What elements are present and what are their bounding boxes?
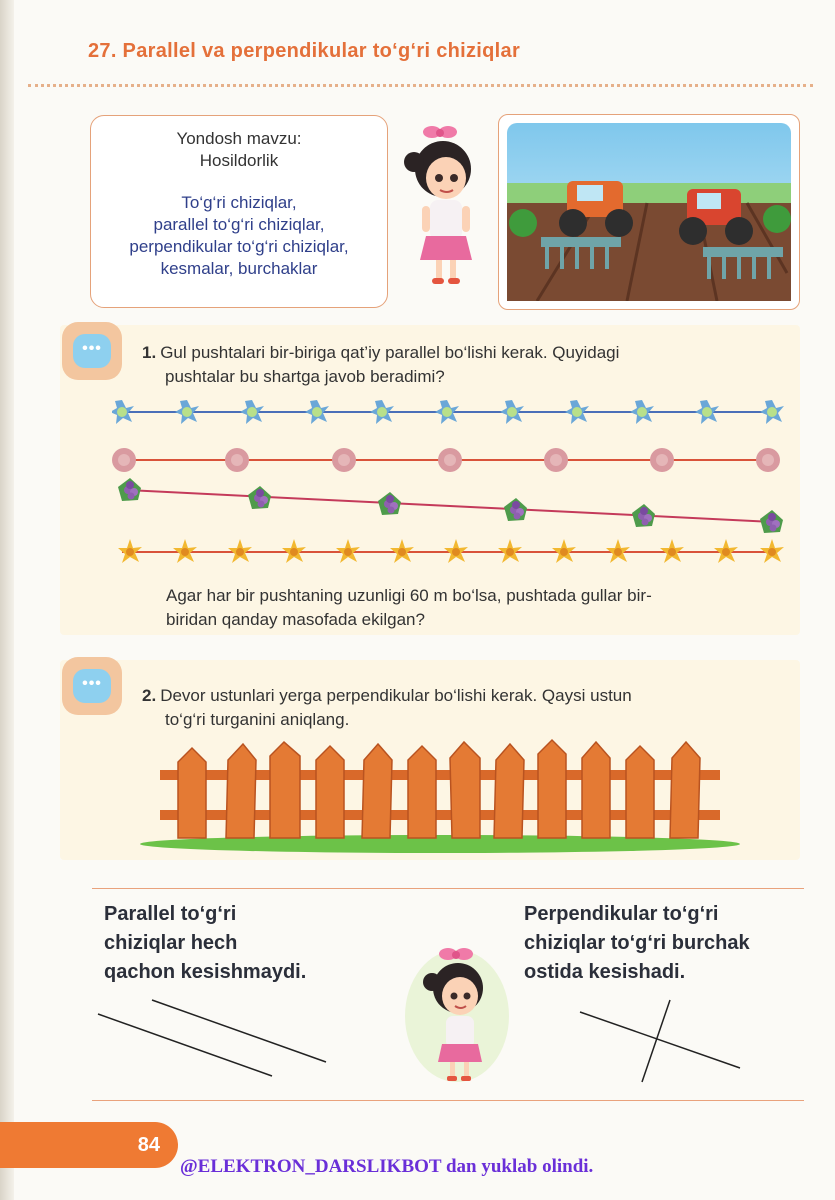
parallel-rule-line-3: qachon kesishmaydi.: [104, 961, 307, 983]
task-1-question: [166, 584, 786, 632]
task-2-text: [142, 684, 792, 732]
task-1-line-1: Gul pushtalari bir-biriga qat’iy parallel bo‘lishi kerak. Quyidagi: [160, 343, 620, 362]
speech-bubble-dots: •••: [73, 334, 111, 368]
girl-illustration-bottom: [402, 938, 512, 1086]
footer-note: @ELEKTRON_DARSLIKBOT dan yuklab olindi.: [180, 1156, 594, 1177]
speech-bubble-dots-2: •••: [73, 669, 111, 703]
rules-top-divider: [92, 888, 804, 889]
page-number: 84: [0, 1122, 178, 1168]
topic-line-1: Yondosh mavzu:: [176, 129, 302, 148]
rules-bottom-divider: [92, 1100, 804, 1101]
book-spine: [0, 0, 14, 1200]
bed-line-3: [126, 490, 774, 522]
task-1-text: [142, 341, 792, 389]
task-1-number: 1.: [142, 343, 157, 362]
perpendicular-rule: [524, 900, 814, 987]
parallel-lines-diagram: [92, 992, 332, 1078]
task-1-question-line-1: Agar har bir pushtaning uzunligi 60 m bo‘lsa, pushtada gullar bir-: [166, 586, 652, 605]
task-1-line-2: pushtalar bu shartga javob beradimi?: [165, 367, 445, 386]
task-1-question-line-2: biridan qanday masofada ekilgan?: [166, 610, 425, 629]
fence-illustration: [130, 738, 750, 853]
perpendicular-rule-line-1: Perpendikular to‘g‘ri: [524, 903, 719, 925]
task-2-line-1: Devor ustunlari yerga perpendikular bo‘lishi kerak. Qaysi ustun: [160, 686, 632, 705]
parallel-rule-line-1: Parallel to‘g‘ri: [104, 903, 237, 925]
girl-illustration: [400, 124, 486, 290]
speech-bubble-icon-2: [62, 657, 122, 715]
dotted-divider: [28, 84, 813, 91]
topic-sub-3: perpendikular to‘g‘ri chiziqlar,: [129, 237, 349, 256]
flower-beds: [112, 392, 796, 572]
tractor-photo-frame: [498, 114, 800, 310]
task-2-line-2: to‘g‘ri turganini aniqlang.: [165, 710, 350, 729]
topic-sub-2: parallel to‘g‘ri chiziqlar,: [153, 215, 325, 234]
task-2-number: 2.: [142, 686, 157, 705]
perpendicular-rule-line-2: chiziqlar to‘g‘ri burchak: [524, 932, 750, 954]
perpendicular-rule-line-3: ostida kesishadi.: [524, 961, 686, 983]
topic-sub-1: To‘g‘ri chiziqlar,: [181, 193, 297, 212]
tractor-photo: [507, 123, 791, 301]
speech-bubble-icon: [62, 322, 122, 380]
perpendicular-lines-diagram: [576, 996, 746, 1086]
parallel-rule-line-2: chiziqlar hech: [104, 932, 238, 954]
parallel-rule: [104, 900, 404, 987]
topic-line-2: Hosildorlik: [199, 151, 279, 170]
topic-sub-4: kesmalar, burchaklar: [160, 259, 318, 278]
lesson-title: 27. Parallel va perpendikular to‘g‘ri chiziqlar: [88, 40, 521, 62]
topic-box: [90, 115, 388, 308]
